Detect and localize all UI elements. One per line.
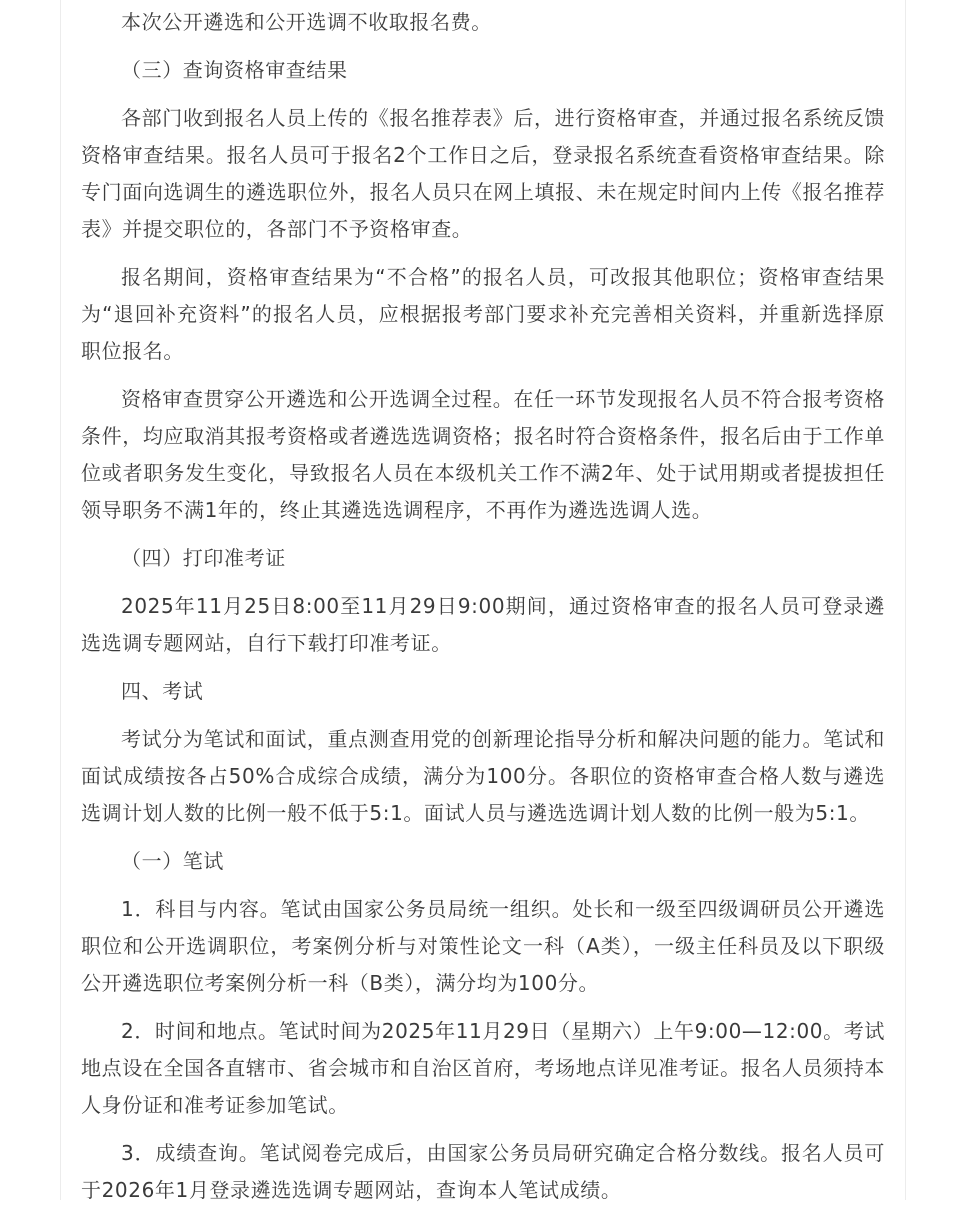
section-heading-written-exam: （一）笔试	[121, 849, 224, 873]
paragraph-registration-changes: 报名期间，资格审查结果为“不合格”的报名人员，可改报其他职位；资格审查结果为“退回补充资料”的报名人员，应根据报考部门要求补充完善相关资料，并重新选择原职位报名。	[81, 265, 885, 363]
paragraph-review-throughout: 资格审查贯穿公开遴选和公开选调全过程。在任一环节发现报名人员不符合报考资格条件，均应取消其报考资格或者遴选选调资格；报名时符合资格条件，报名后由于工作单位或者职务发生变化，导致报名人员在本级机关工作不满2年、处于试用期或者提拔担任领导职务不满1年的，终止其遴选选调程序，不再作为遴选选调人选。	[81, 387, 885, 522]
paragraph-admission-period: 2025年11月25日8:00至11月29日9:00期间，通过资格审查的报名人员可登录遴选选调专题网站，自行下载打印准考证。	[81, 594, 885, 655]
section-heading-qualification-result: （三）查询资格审查结果	[121, 58, 348, 82]
paragraph-fee-notice: 本次公开遴选和公开选调不收取报名费。	[121, 10, 492, 34]
article-body	[81, 4, 885, 1220]
section-heading-print-admission: （四）打印准考证	[121, 546, 286, 570]
paragraph-time-location: 2．时间和地点。笔试时间为2025年11月29日（星期六）上午9:00—12:00。考试地点设在全国各直辖市、省会城市和自治区首府，考场地点详见准考证。报名人员须持本人身份证和准考证参加笔试。	[81, 1019, 885, 1117]
paragraph-exam-overview: 考试分为笔试和面试，重点测查用党的创新理论指导分析和解决问题的能力。笔试和面试成绩按各占50%合成综合成绩，满分为100分。各职位的资格审查合格人数与遴选选调计划人数的比例一般不低于5:1。面试人员与遴选选调计划人数的比例一般为5:1。	[81, 727, 885, 825]
paragraph-score-query: 3．成绩查询。笔试阅卷完成后，由国家公务员局研究确定合格分数线。报名人员可于2026年1月登录遴选选调专题网站，查询本人笔试成绩。	[81, 1141, 885, 1202]
paragraph-subjects: 1．科目与内容。笔试由国家公务员局统一组织。处长和一级至四级调研员公开遴选职位和公开选调职位，考案例分析与对策性论文一科（A类），一级主任科员及以下职级公开遴选职位考案例分析一科（B类），满分均为100分。	[81, 897, 885, 995]
paragraph-qualification-review: 各部门收到报名人员上传的《报名推荐表》后，进行资格审查，并通过报名系统反馈资格审查结果。报名人员可于报名2个工作日之后，登录报名系统查看资格审查结果。除专门面向选调生的遴选职位外，报名人员只在网上填报、未在规定时间内上传《报名推荐表》并提交职位的，各部门不予资格审查。	[81, 106, 885, 241]
section-heading-exam: 四、考试	[121, 679, 204, 703]
document-page	[60, 0, 906, 1200]
